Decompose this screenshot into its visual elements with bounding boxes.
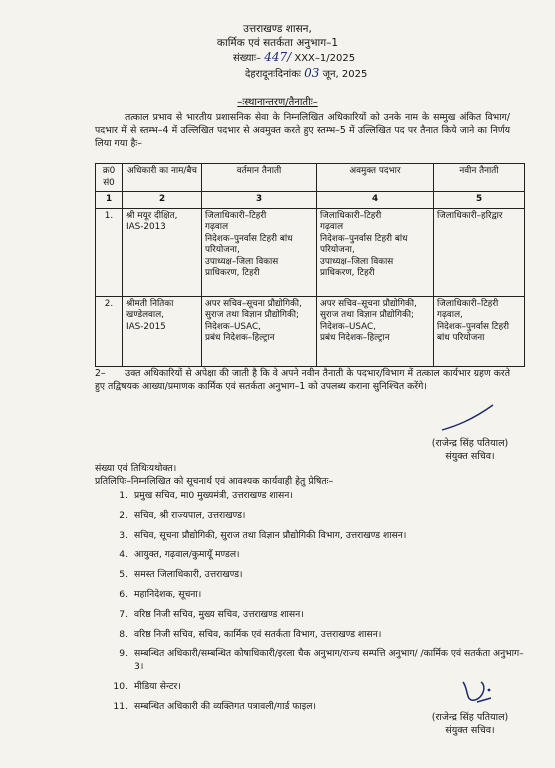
reference-handwritten: 447/ [264, 50, 292, 64]
header-government: उत्तराखण्ड शासन, [243, 23, 312, 35]
signature-mark [455, 676, 497, 708]
row-sn: 1. [96, 208, 123, 296]
reference-suffix: XXX–1/2025 [294, 53, 356, 64]
col-header-current: वर्तमान तैनाती [202, 164, 317, 192]
list-item: 5. समस्त जिलाधिकारी, उत्तराखण्ड। [119, 569, 243, 581]
intro-paragraph: तत्काल प्रभाव से भारतीय प्रशासनिक सेवा के निम्नलिखित अधिकारियों को उनके नाम के सम्मुख अंकित विभाग/पदभार में से स्तम्भ–4 में उल्लिखित पदभार से अवमुक्त करते हुए स्तम्भ–5 में उल्लिखित पद पर तैनात किये जाने का निर्णय लिया गया हैः– [95, 112, 510, 149]
signature-mark [438, 402, 498, 436]
row-officer: श्रीमती नितिका खण्डेलवाल, IAS-2015 [123, 296, 202, 366]
row-current-posting: अपर सचिव–सूचना प्रौद्योगिकी, सुराज तथा विज्ञान प्रौद्योगिकी; निदेशक–USAC, प्रबंध निदेशक–हिल्ट्रान [202, 296, 317, 366]
row-new-posting: जिलाधिकारी–हरिद्वार [434, 208, 525, 296]
list-item: 1. प्रमुख सचिव, मा0 मुख्यमंत्री, उत्तराखण्ड शासन। [119, 490, 293, 501]
list-item: 4. आयुक्त, गढ़वाल/कुमायूँ मण्डल। [119, 549, 240, 561]
col-header-relieved: अवमुक्त पदभार [317, 164, 434, 192]
col-number: 2 [123, 192, 202, 209]
list-item: 9. सम्बन्धित अधिकारी/सम्बन्धित कोषाधिकारी/इरला चैक अनुभाग/राज्य सम्पत्ति अनुभाग/ /कार्मिक एवं सतर्कता अनुभाग–3। [119, 648, 524, 673]
copy-heading: प्रतिलिपिः–निम्नलिखित को सूचनार्थ एवं आवश्यक कार्यवाही हेतु प्रेषितः– [95, 476, 334, 487]
table-column-number-row [96, 192, 525, 209]
reference-number [233, 51, 355, 65]
table-row [96, 208, 525, 296]
transfer-table [95, 163, 525, 367]
list-item: 2. सचिव, श्री राज्यपाल, उत्तराखण्ड। [119, 509, 246, 521]
row-relieved-charge: जिलाधिकारी–टिहरी गढ़वाल निदेशक–पुनर्वास टिहरी बांध परियोजना, उपाध्यक्ष–जिला विकास प्राधिकरण, टिहरी [317, 208, 434, 296]
subject-line: –ःस्थानान्तरण/तैनातीः– [237, 97, 318, 108]
date-label: देहरादूनःदिनांकः [245, 69, 301, 80]
signatory-designation: संयुक्त सचिव। [445, 451, 495, 462]
list-item: 10. मीडिया सेन्टर। [113, 681, 181, 693]
header-section: कार्मिक एवं सतर्कता अनुभाग–1 [216, 37, 339, 49]
col-header-sn: क्र0 सं0 [96, 164, 123, 192]
signature-block [405, 711, 535, 737]
signatory-designation: संयुक्त सचिव। [445, 725, 495, 736]
col-number: 1 [96, 192, 123, 209]
date-suffix: जून, 2025 [322, 69, 368, 80]
signatory-name: (राजेन्द्र सिंह पतियाल) [431, 438, 509, 449]
copy-reference: संख्या एवं तिथिःयथोक्त। [95, 463, 177, 474]
paragraph-number: 2– [95, 368, 106, 379]
row-current-posting: जिलाधिकारी–टिहरी गढ़वाल निदेशक–पुनर्वास टिहरी बांध परियोजना, उपाध्यक्ष–जिला विकास प्राधिकरण, टिहरी [202, 208, 317, 296]
list-item: 3. सचिव, सूचना प्रौद्योगिकी, सुराज तथा विज्ञान प्रौद्योगिकी विभाग, उत्तराखण्ड शासन। [119, 529, 407, 541]
list-item: 6. महानिदेशक, सूचना। [119, 588, 202, 600]
col-header-new: नवीन तैनाती [434, 164, 525, 192]
reference-label: संख्याः– [233, 53, 262, 64]
row-sn: 2. [96, 296, 123, 366]
list-item: 8. वरिष्ठ निजी सचिव, सचिव, कार्मिक एवं सतर्कता विभाग, उत्तराखण्ड शासन। [119, 628, 382, 640]
col-number: 3 [202, 192, 317, 209]
row-new-posting: जिलाधिकारी–टिहरी गढ़वाल, निदेशक–पुनर्वास टिहरी बांध परियोजना [434, 296, 525, 366]
row-relieved-charge: अपर सचिव–सूचना प्रौद्योगिकी, सुराज तथा विज्ञान प्रौद्योगिकी; निदेशक–USAC, प्रबंध निदेशक–हिल्ट्रान [317, 296, 434, 366]
row-officer: श्री मयूर दीक्षित, IAS-2013 [123, 208, 202, 296]
order-date [245, 67, 367, 81]
table-header-row [96, 164, 525, 192]
col-number: 5 [434, 192, 525, 209]
signatory-name: (राजेन्द्र सिंह पतियाल) [431, 712, 509, 723]
table-row [96, 296, 525, 366]
instruction-paragraph: 2– उक्त अधिकारियों से अपेक्षा की जाती है कि वे अपने नवीन तैनाती के पदभार/विभाग में तत्काल कार्यभार ग्रहण करते हुए तद्विषयक आख्या/प्रमाणक कार्मिक एवं सतर्कता अनुभाग–1 को उपलब्ध कराना सुनिश्चित करेंगे। [95, 368, 510, 392]
list-item: 7. वरिष्ठ निजी सचिव, मुख्य सचिव, उत्तराखण्ड शासन। [119, 608, 304, 620]
list-item: 11. सम्बन्धित अधिकारी की व्यक्तिगत पत्रावली/गार्ड फाइल। [113, 700, 316, 712]
col-number: 4 [317, 192, 434, 209]
date-handwritten: 03 [304, 66, 320, 80]
col-header-officer: अधिकारी का नाम/बैच [123, 164, 202, 192]
signature-block [405, 437, 535, 463]
